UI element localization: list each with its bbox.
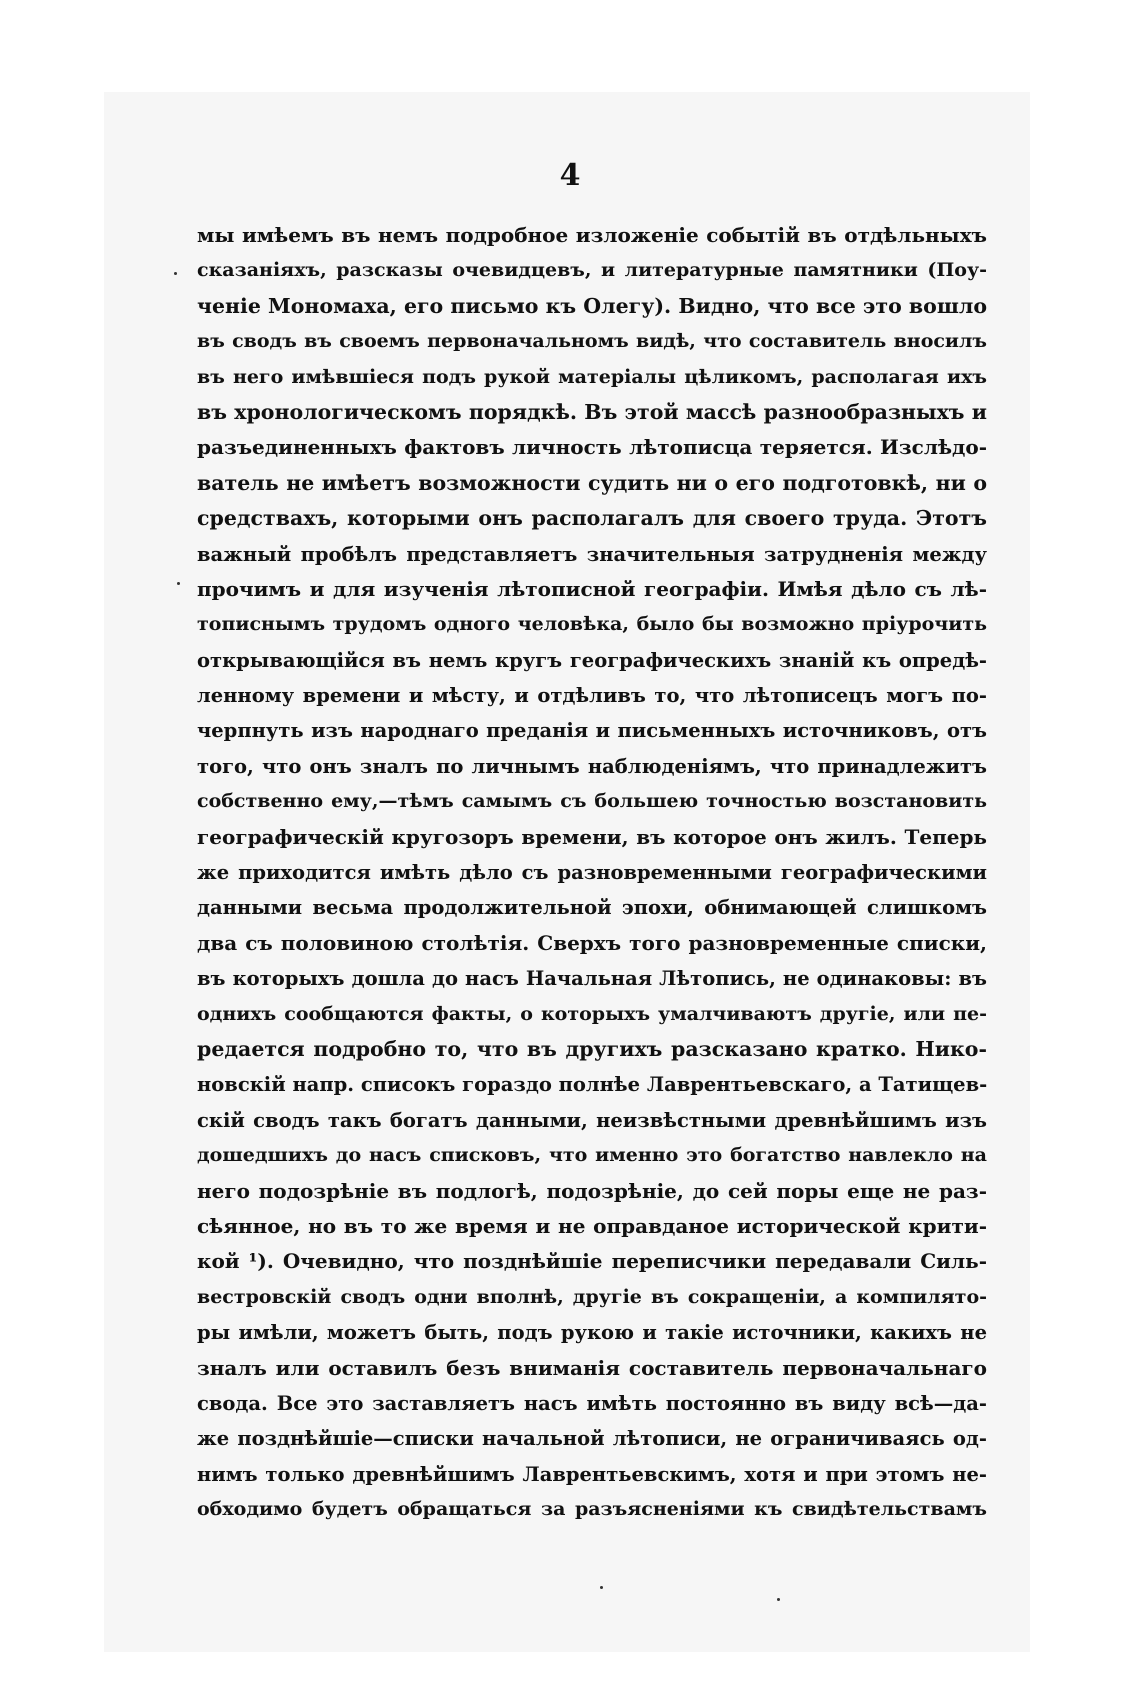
body-text <box>197 218 987 1527</box>
text-line: ленному времени и мѣсту, и отдѣливъ то, что лѣтописецъ могъ по- <box>197 684 987 708</box>
text-line: важный пробѣлъ представляетъ значительныя затрудненія между <box>197 542 987 566</box>
text-line: средствахъ, которыми онъ располагалъ для своего труда. Этотъ <box>197 506 987 531</box>
text-line: въ которыхъ дошла до насъ Начальная Лѣтопись, не одинаковы: въ <box>197 967 987 991</box>
text-line: того, что онъ зналъ по личнымъ наблюденіямъ, что принадлежитъ <box>197 754 987 778</box>
text-line: скій сводъ такъ богатъ данными, неизвѣстными древнѣйшимъ изъ <box>197 1108 987 1132</box>
text-line: ченіе Мономаха, его письмо къ Олегу). Видно, что все это вошло <box>197 293 987 318</box>
text-line: разъединенныхъ фактовъ личность лѣтописца теряется. Изслѣдо- <box>197 435 987 460</box>
text-line: зналъ или оставилъ безъ вниманія составитель первоначальнаго <box>197 1355 987 1380</box>
scan-speck <box>177 582 180 585</box>
text-line: тописнымъ трудомъ одного человѣка, было бы возможно пріурочить <box>197 613 987 636</box>
text-line: данными весьма продолжительной эпохи, обнимающей слишкомъ <box>197 896 987 920</box>
text-line: однихъ сообщаются факты, о которыхъ умалчиваютъ другіе, или пе- <box>197 1002 987 1025</box>
text-line: въ хронологическомъ порядкѣ. Въ этой массѣ разнообразныхъ и <box>197 399 987 424</box>
scan-speck <box>174 272 177 275</box>
text-line: кой ¹). Очевидно, что позднѣйшіе переписчики передавали Силь- <box>197 1249 987 1274</box>
scan-speck <box>777 1598 780 1601</box>
text-line: него подозрѣніе въ подлогѣ, подозрѣніе, до сей поры еще не раз- <box>197 1178 987 1203</box>
text-line: ватель не имѣетъ возможности судить ни о его подготовкѣ, ни о <box>197 470 987 495</box>
text-line: открывающійся въ немъ кругъ географическихъ знаній къ опредѣ- <box>197 648 987 672</box>
scan-speck <box>600 1586 603 1589</box>
text-line: же позднѣйшіе—списки начальной лѣтописи, не ограничиваясь од- <box>197 1427 987 1451</box>
text-line: нимъ только древнѣйшимъ Лаврентьевскимъ, хотя и при этомъ не- <box>197 1462 987 1486</box>
text-line: черпнуть изъ народнаго преданія и письменныхъ источниковъ, отъ <box>197 719 987 743</box>
text-line: же приходится имѣть дѣло съ разновременными географическими <box>197 861 987 885</box>
text-line: свода. Все это заставляетъ насъ имѣть постоянно въ виду всѣ—да- <box>197 1391 987 1415</box>
text-line: редается подробно то, что въ другихъ разсказано кратко. Нико- <box>197 1036 987 1061</box>
text-line: обходимо будетъ обращаться за разъясненіями къ свидѣтельствамъ <box>197 1498 987 1521</box>
text-line: географическій кругозоръ времени, въ которое онъ жилъ. Теперь <box>197 824 987 849</box>
text-line: въ него имѣвшіеся подъ рукой матеріалы цѣликомъ, располагая ихъ <box>197 365 987 388</box>
text-line: два съ половиною столѣтія. Сверхъ того разновременные списки, <box>197 930 987 955</box>
text-line: вестровскій сводъ одни вполнѣ, другіе въ сокращеніи, а компилято- <box>197 1285 987 1308</box>
text-line: новскій напр. списокъ гораздо полнѣе Лаврентьевскаго, а Татищев- <box>197 1073 988 1097</box>
text-line: прочимъ и для изученія лѣтописной географіи. Имѣя дѣло съ лѣ- <box>197 576 987 601</box>
text-line: въ сводъ въ своемъ первоначальномъ видѣ, что составитель вносилъ <box>197 330 987 353</box>
text-line: мы имѣемъ въ немъ подробное изложеніе событій въ отдѣльныхъ <box>197 223 987 247</box>
text-line: собственно ему,—тѣмъ самымъ съ большею точностью возстановить <box>197 790 987 813</box>
text-line: сѣянное, но въ то же время и не оправданое исторической крити- <box>197 1213 987 1238</box>
text-line: ры имѣли, можетъ быть, подъ рукою и такіе источники, какихъ не <box>197 1321 987 1345</box>
text-line: дошедшихъ до насъ списковъ, что именно это богатство навлекло на <box>197 1144 987 1167</box>
page-number: 4 <box>559 158 581 193</box>
text-line: сказаніяхъ, разсказы очевидцевъ, и литературные памятники (Поу- <box>197 259 987 282</box>
